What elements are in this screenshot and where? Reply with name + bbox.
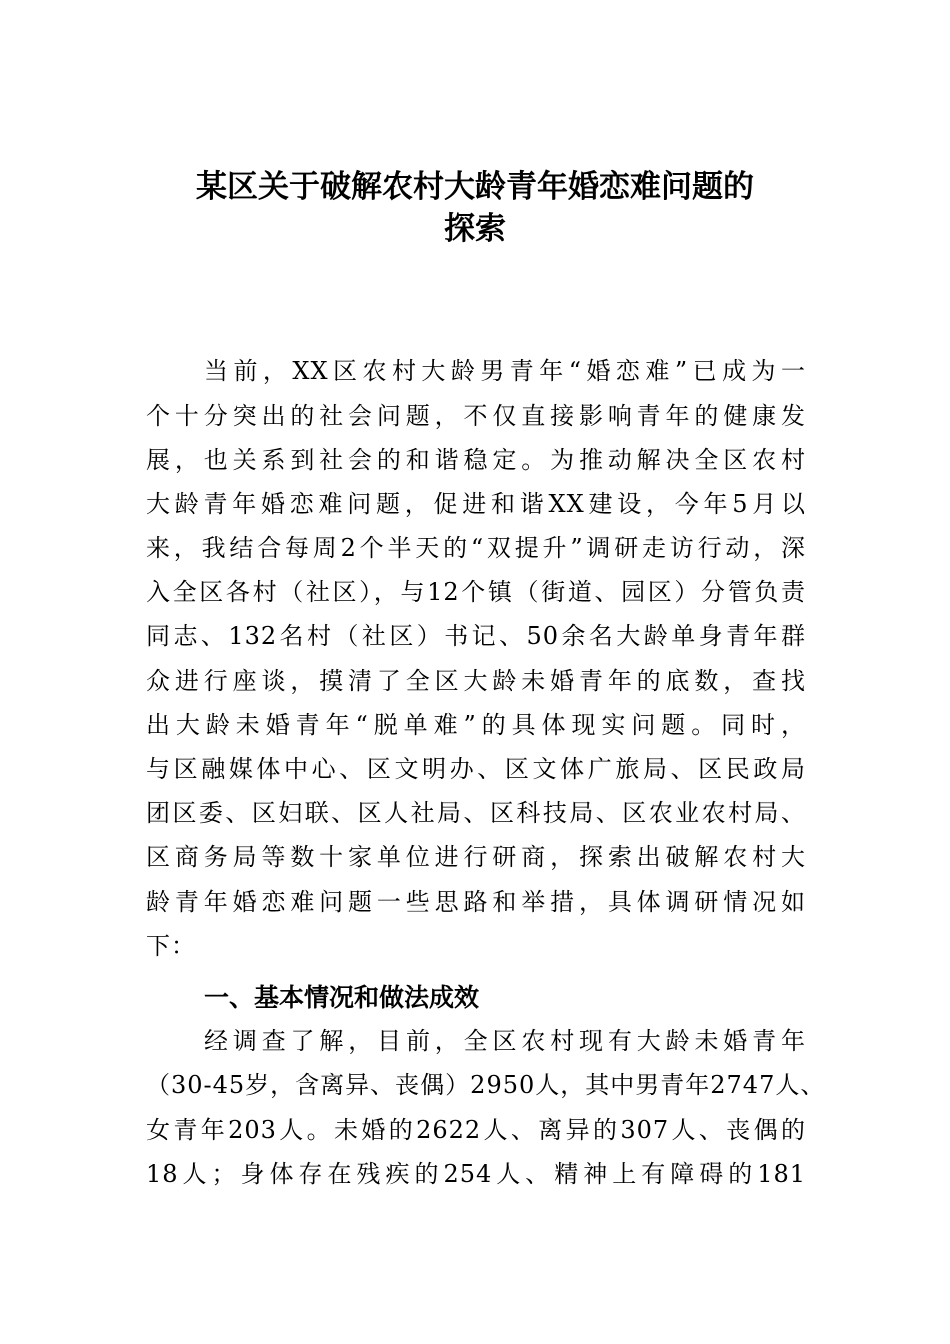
paragraph1-line: 同志、132名村（社区）书记、50余名大龄单身青年群 — [146, 622, 806, 650]
paragraph1-line: 龄青年婚恋难问题一些思路和举措，具体调研情况如 — [146, 888, 806, 916]
paragraph2-line: 18人；身体存在残疾的254人、精神上有障碍的181 — [146, 1160, 806, 1188]
paragraph1-line: 大龄青年婚恋难问题，促进和谐XX建设，今年5月以 — [146, 490, 806, 518]
title-line-1: 某区关于破解农村大龄青年婚恋难问题的 — [196, 169, 754, 205]
paragraph1-line: 来，我结合每周2个半天的“双提升”调研走访行动，深 — [146, 534, 806, 562]
paragraph2-line: 女青年203人。未婚的2622人、离异的307人、丧偶的 — [146, 1116, 806, 1144]
paragraph1-line: 个十分突出的社会问题，不仅直接影响青年的健康发 — [146, 402, 806, 430]
paragraph1-line: 众进行座谈，摸清了全区大龄未婚青年的底数，查找 — [146, 667, 806, 695]
paragraph1-line: 出大龄未婚青年“脱单难”的具体现实问题。同时， — [146, 711, 806, 739]
paragraph2-line: （30-45岁，含离异、丧偶）2950人，其中男青年2747人、 — [146, 1071, 826, 1099]
document-title — [120, 166, 830, 250]
paragraph1-line: 展，也关系到社会的和谐稳定。为推动解决全区农村 — [146, 446, 806, 474]
paragraph1-line: 入全区各村（社区），与12个镇（街道、园区）分管负责 — [146, 578, 806, 606]
paragraph1-line: 区商务局等数十家单位进行研商，探索出破解农村大 — [146, 843, 806, 871]
paragraph2-line: 经调查了解，目前，全区农村现有大龄未婚青年 — [204, 1027, 806, 1055]
paragraph1-line: 当前，XX区农村大龄男青年“婚恋难”已成为一 — [204, 357, 806, 385]
title-line-2: 探索 — [444, 211, 506, 247]
paragraph1-line: 下： — [146, 932, 196, 960]
paragraph1-line: 与区融媒体中心、区文明办、区文体广旅局、区民政局 — [146, 755, 806, 783]
paragraph1-line: 团区委、区妇联、区人社局、区科技局、区农业农村局、 — [146, 799, 806, 827]
section-heading: 一、基本情况和做法成效 — [204, 983, 480, 1012]
